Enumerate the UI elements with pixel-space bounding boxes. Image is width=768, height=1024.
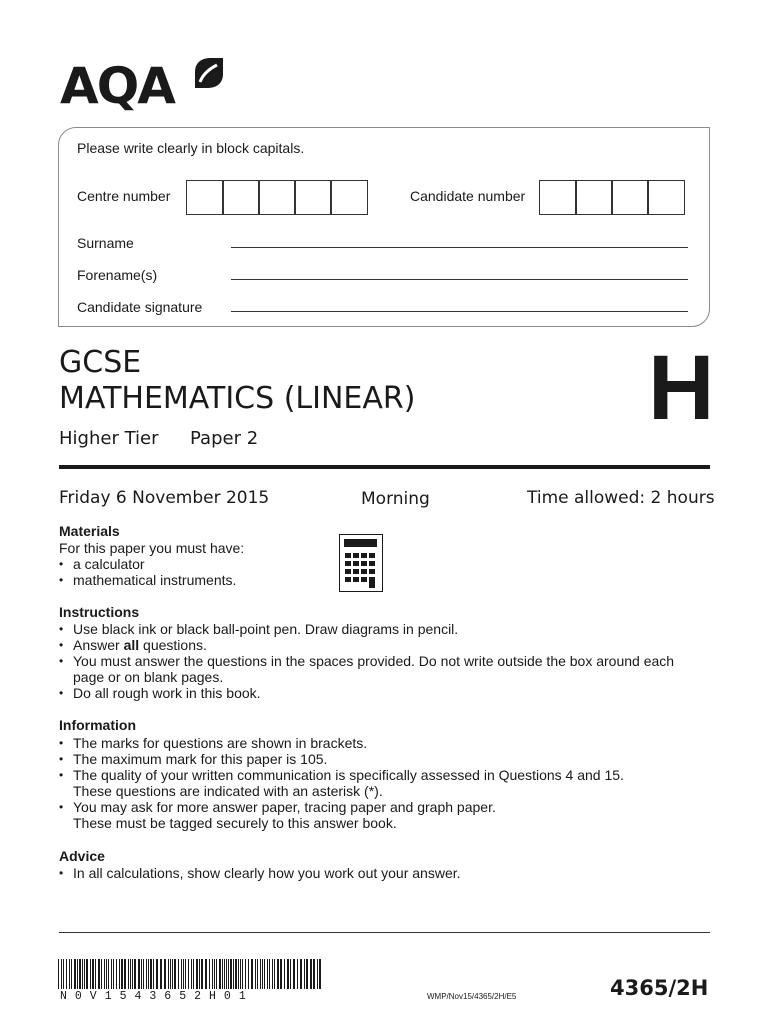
centre-digit-box[interactable] [294, 180, 332, 215]
subject-title: MATHEMATICS (LINEAR) [59, 381, 416, 416]
exam-date: Friday 6 November 2015 [59, 488, 270, 508]
list-item: • Do all rough work in this book. [59, 685, 709, 701]
candidate-digit-box[interactable] [539, 180, 577, 215]
information-list [59, 735, 709, 831]
qualification-title: GCSE [59, 345, 142, 380]
barcode-number: N0V1543652H01 [60, 990, 254, 1003]
list-item: • a calculator [59, 556, 236, 572]
candidate-digit-box[interactable] [647, 180, 685, 215]
time-allowed: Time allowed: 2 hours [527, 488, 715, 508]
surname-label: Surname [77, 235, 134, 251]
materials-intro: For this paper you must have: [59, 540, 245, 556]
list-item: • Answer all questions. [59, 637, 709, 653]
signature-field[interactable] [231, 311, 688, 312]
instructions-heading: Instructions [59, 604, 140, 620]
list-item: • You may ask for more answer paper, tracing paper and graph paper. These must be tagged securely to this answer book. [59, 799, 709, 831]
calculator-icon [339, 534, 383, 592]
surname-field[interactable] [231, 247, 688, 248]
instructions-list [59, 621, 709, 701]
centre-digit-box[interactable] [222, 180, 260, 215]
advice-list [59, 865, 709, 881]
tier-label: Higher Tier [59, 428, 159, 449]
list-item: • mathematical instruments. [59, 572, 236, 588]
list-item: • You must answer the questions in the spaces provided. Do not write outside the box around each page or on blank pages. [59, 653, 709, 685]
materials-list [59, 556, 236, 588]
list-item: • In all calculations, show clearly how you work out your answer. [59, 865, 709, 881]
paper-code: 4365/2H [610, 976, 709, 1000]
materials-heading: Materials [59, 523, 120, 539]
list-item: • The maximum mark for this paper is 105. [59, 751, 709, 767]
footer-divider [59, 932, 710, 933]
centre-number-boxes[interactable] [186, 180, 368, 215]
paper-label: Paper 2 [190, 428, 259, 449]
candidate-digit-box[interactable] [611, 180, 649, 215]
centre-number-label: Centre number [77, 188, 171, 204]
title-divider [59, 465, 710, 469]
candidate-number-boxes[interactable] [539, 180, 685, 215]
block-capitals-instruction: Please write clearly in block capitals. [77, 140, 305, 156]
information-heading: Information [59, 717, 136, 733]
centre-digit-box[interactable] [330, 180, 368, 215]
list-item: • The marks for questions are shown in brackets. [59, 735, 709, 751]
aqa-logo [60, 58, 230, 114]
candidate-details-box [58, 127, 710, 327]
barcode-icon [58, 959, 322, 989]
wmp-code: WMP/Nov15/4365/2H/E5 [427, 992, 517, 1001]
centre-digit-box[interactable] [186, 180, 224, 215]
signature-label: Candidate signature [77, 299, 203, 315]
forename-label: Forename(s) [77, 267, 158, 283]
advice-heading: Advice [59, 848, 105, 864]
tier-letter: H [648, 337, 715, 439]
list-item: • Use black ink or black ball-point pen. Draw diagrams in pencil. [59, 621, 709, 637]
centre-digit-box[interactable] [258, 180, 296, 215]
candidate-number-label: Candidate number [410, 188, 526, 204]
exam-session: Morning [361, 489, 430, 509]
logo-text: AQA [60, 57, 174, 115]
list-item: • The quality of your written communication is specifically assessed in Questions 4 and 15. These questions are indicated with an asterisk (*). [59, 767, 709, 799]
forename-field[interactable] [231, 279, 688, 280]
candidate-digit-box[interactable] [575, 180, 613, 215]
leaf-icon [193, 58, 223, 88]
